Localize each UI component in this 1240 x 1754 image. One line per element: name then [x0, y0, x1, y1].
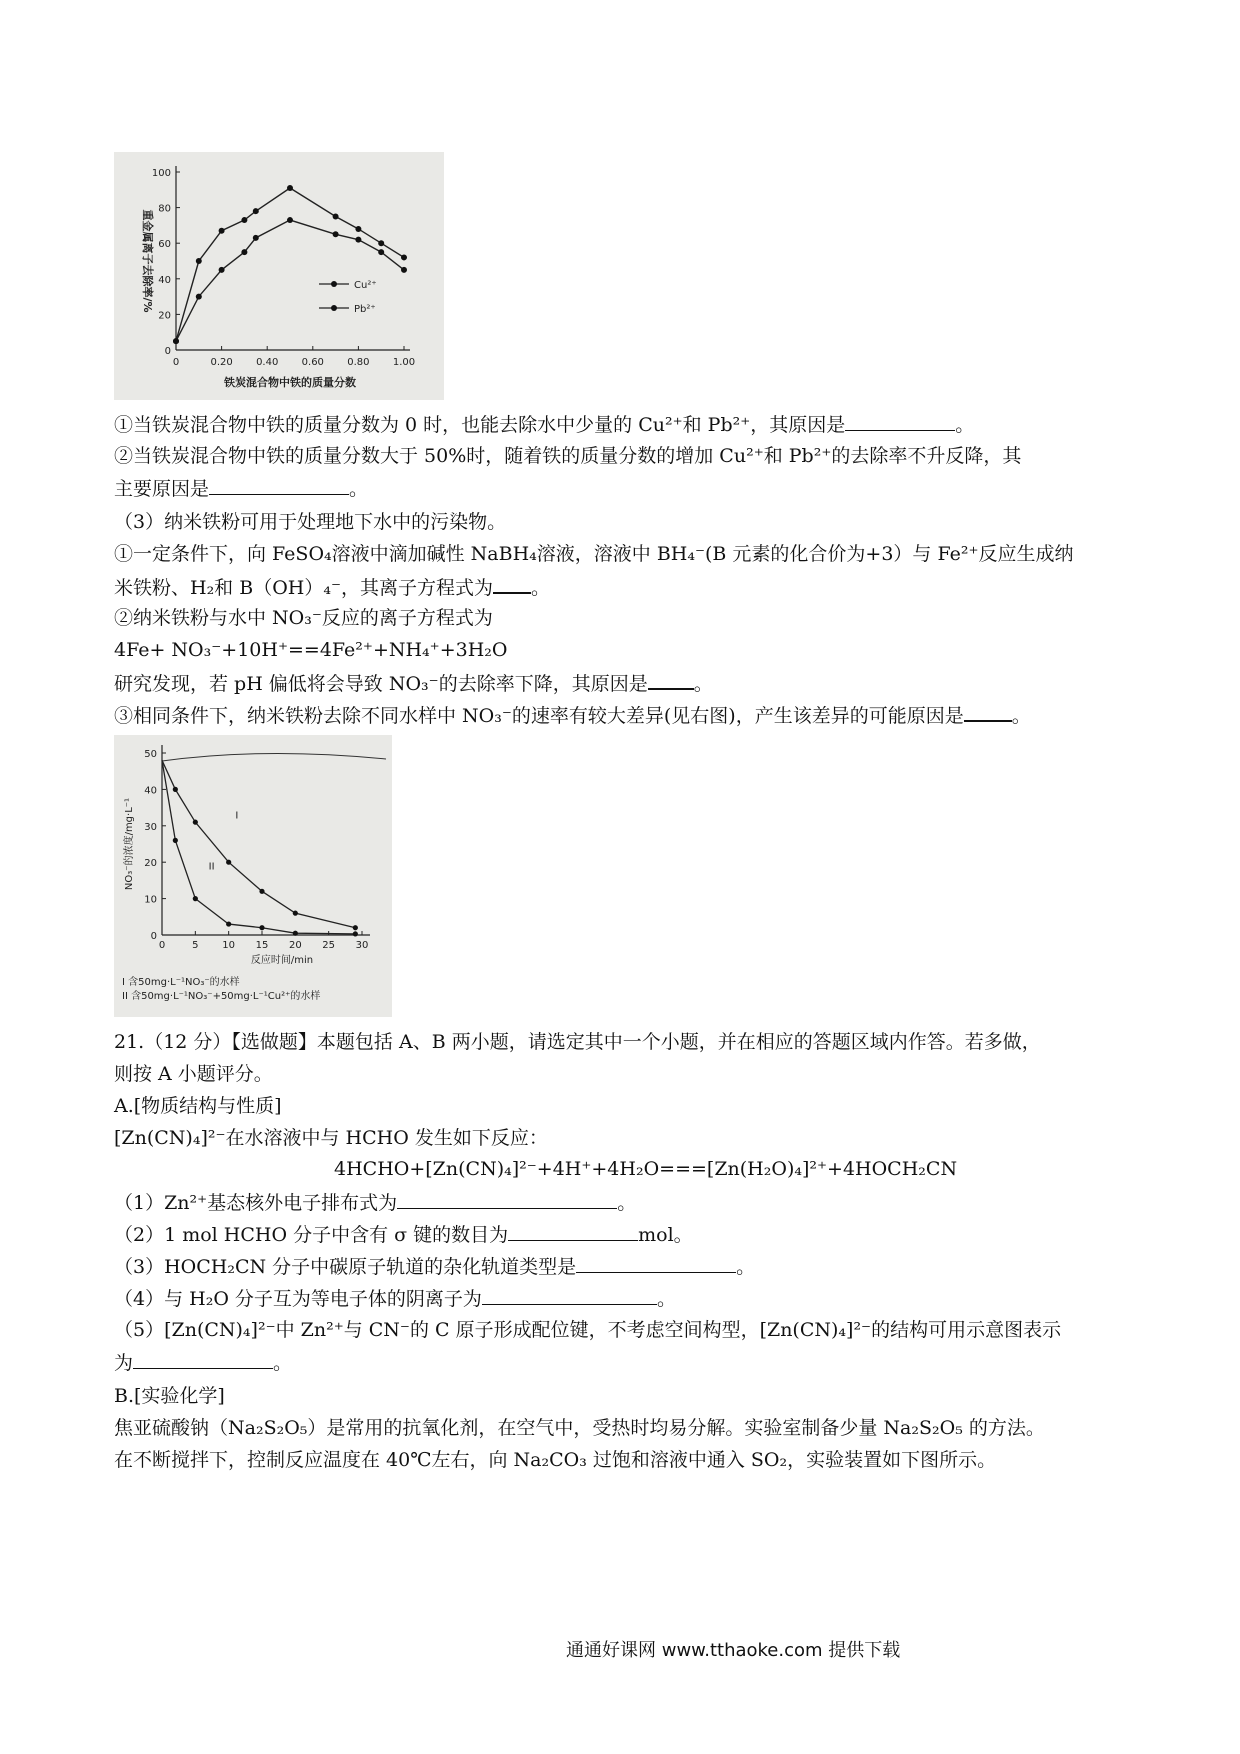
q3-part-b-line1: ②纳米铁粉与水中 NO₃⁻反应的离子方程式为 — [114, 607, 493, 629]
data-point — [333, 231, 339, 237]
section-a-q1-blank[interactable] — [397, 1190, 617, 1209]
x-tick-label: 0.80 — [347, 357, 370, 368]
q3-part-b-end: 。 — [693, 673, 713, 695]
legend-label: Cu²⁺ — [354, 280, 377, 291]
footer-credit: 通通好课网 www.tthaoke.com 提供下载 — [566, 1640, 901, 1661]
section-a-q5-blank[interactable] — [133, 1350, 273, 1369]
data-point — [293, 931, 298, 936]
x-tick-label: 30 — [355, 940, 369, 951]
figure-top-curve — [162, 753, 386, 761]
section-b-title: B.[实验化学] — [114, 1385, 225, 1407]
data-point — [226, 860, 231, 865]
y-tick-label: 40 — [144, 785, 157, 797]
y-tick-label: 0 — [164, 346, 171, 357]
data-point — [353, 931, 358, 936]
q3-part-b-line3 — [114, 670, 713, 696]
section-a-q2-text: （2）1 mol HCHO 分子中含有 σ 键的数目为 — [114, 1224, 509, 1246]
x-tick-label: 10 — [222, 940, 236, 951]
q1-part-a — [114, 412, 974, 437]
section-a-equation: 4HCHO+[Zn(CN)₄]²⁻+4H⁺+4H₂O===[Zn(H₂O)₄]²⁺+4HOCH₂CN — [334, 1158, 958, 1180]
section-a-q2 — [114, 1222, 693, 1247]
x-tick-label: 0.40 — [256, 357, 279, 368]
section-a-q1-text: （1）Zn²⁺基态核外电子排布式为 — [114, 1192, 398, 1214]
section-a-q4 — [114, 1286, 676, 1311]
x-tick-label: 15 — [255, 940, 269, 951]
legend-marker — [331, 305, 337, 311]
section-a-q5-line2 — [114, 1350, 292, 1375]
x-tick-label: 0 — [158, 940, 166, 951]
y-tick-label: 20 — [144, 858, 157, 870]
series-line-1 — [176, 188, 404, 341]
data-point — [219, 228, 225, 234]
q3-part-b-blank[interactable] — [648, 670, 694, 690]
data-point — [378, 240, 384, 246]
x-tick-label: 0.60 — [301, 357, 324, 368]
series-line-1 — [162, 760, 355, 927]
series-line-2 — [162, 760, 355, 934]
y-axis-label: 重金属离子去除率/% — [141, 209, 154, 313]
q1-part-a-blank[interactable] — [845, 412, 955, 431]
section-a-q5-end: 。 — [273, 1352, 293, 1374]
x-tick-label: 25 — [322, 940, 336, 951]
chart-removal-rate — [114, 152, 444, 400]
data-point — [401, 254, 407, 260]
q21-line1: 21.（12 分）【选做题】本题包括 A、B 两小题，请选定其中一个小题，并在相应的答题区域内作答。若多做， — [114, 1031, 1041, 1053]
series-label-2: II — [208, 861, 215, 873]
figure-removal-rate — [114, 152, 444, 400]
data-point — [173, 838, 178, 843]
data-point — [355, 226, 361, 232]
x-axis-label: 反应时间/min — [250, 955, 314, 966]
section-b-line2: 在不断搅拌下，控制反应温度在 40℃左右，向 Na₂CO₃ 过饱和溶液中通入 SO₂，实验装置如下图所示。 — [114, 1449, 997, 1471]
q21-line2: 则按 A 小题评分。 — [114, 1063, 273, 1085]
q1-part-b-end: 。 — [349, 478, 369, 500]
q1-part-b-blank[interactable] — [209, 476, 349, 495]
section-a-title: A.[物质结构与性质] — [114, 1095, 282, 1117]
section-a-q5-text: 为 — [114, 1352, 134, 1374]
section-a-q3-text: （3）HOCH₂CN 分子中碳原子轨道的杂化轨道类型是 — [114, 1256, 577, 1278]
section-a-q4-blank[interactable] — [482, 1286, 657, 1305]
q1-part-b-text: 主要原因是 — [114, 478, 210, 500]
data-point — [173, 338, 179, 344]
series-label-1: I — [235, 810, 239, 822]
q3-part-a-blank[interactable] — [493, 574, 531, 594]
data-point — [196, 258, 202, 264]
section-a-q5-line1: （5）[Zn(CN)₄]²⁻中 Zn²⁺与 CN⁻的 C 原子形成配位键，不考虑空间构型，[Zn(CN)₄]²⁻的结构可用示意图表示 — [114, 1319, 1062, 1341]
section-a-q3-end: 。 — [736, 1256, 756, 1278]
data-point — [293, 911, 298, 916]
data-point — [196, 294, 202, 300]
section-a-q2-end: mol。 — [638, 1224, 693, 1246]
data-point — [193, 820, 198, 825]
data-point — [259, 889, 264, 894]
data-point — [241, 217, 247, 223]
x-tick-label: 0 — [172, 357, 180, 368]
figure-nitrate-concentration — [114, 735, 392, 1017]
q1-part-b-line2 — [114, 476, 368, 501]
data-point — [193, 896, 198, 901]
q3-title: （3）纳米铁粉可用于处理地下水中的污染物。 — [114, 511, 507, 533]
data-point — [241, 249, 247, 255]
data-point — [253, 235, 259, 241]
x-tick-label: 20 — [288, 940, 302, 951]
data-point — [226, 921, 231, 926]
section-a-q2-blank[interactable] — [508, 1222, 638, 1241]
q3-part-a-line1: ①一定条件下，向 FeSO₄溶液中滴加碱性 NaBH₄溶液，溶液中 BH₄⁻(B 元素的化合价为+3）与 Fe²⁺反应生成纳 — [114, 543, 1074, 565]
section-b-line1: 焦亚硫酸钠（Na₂S₂O₅）是常用的抗氧化剂，在空气中，受热时均易分解。实验室制备少量 Na₂S₂O₅ 的方法。 — [114, 1417, 1045, 1439]
q3-part-c-blank[interactable] — [964, 702, 1012, 722]
q3-part-a-end: 。 — [530, 577, 550, 599]
section-a-intro: [Zn(CN)₄]²⁻在水溶液中与 HCHO 发生如下反应： — [114, 1127, 548, 1149]
y-tick-label: 80 — [158, 203, 171, 215]
data-point — [355, 237, 361, 243]
q1-part-b-line1: ②当铁炭混合物中铁的质量分数大于 50%时，随着铁的质量分数的增加 Cu²⁺和 Pb²⁺的去除率不升反降，其 — [114, 445, 1022, 467]
data-point — [253, 208, 259, 214]
data-point — [287, 185, 293, 191]
y-tick-label: 20 — [158, 310, 171, 322]
data-point — [173, 787, 178, 792]
footnote-2: II 含50mg·L⁻¹NO₃⁻+50mg·L⁻¹Cu²⁺的水样 — [122, 991, 321, 1002]
footnote-1: I 含50mg·L⁻¹NO₃⁻的水样 — [122, 977, 240, 988]
y-tick-label: 60 — [158, 239, 171, 251]
y-tick-label: 50 — [144, 749, 157, 760]
x-tick-label: 1.00 — [392, 357, 416, 368]
x-axis-label: 铁炭混合物中铁的质量分数 — [224, 376, 356, 389]
data-point — [259, 925, 264, 930]
q1-part-a-end: 。 — [955, 414, 975, 436]
section-a-q3 — [114, 1254, 755, 1279]
data-point — [219, 267, 225, 273]
data-point — [287, 217, 293, 223]
q1-part-a-text: ①当铁炭混合物中铁的质量分数为 0 时，也能去除水中少量的 Cu²⁺和 Pb²⁺，其原因是 — [114, 414, 846, 436]
chart-nitrate-concentration — [114, 735, 392, 1017]
legend-label: Pb²⁺ — [354, 304, 376, 315]
q3-part-c-end: 。 — [1011, 705, 1031, 727]
section-a-q3-blank[interactable] — [576, 1254, 736, 1273]
x-tick-label: 0.20 — [210, 357, 233, 368]
q3-part-b-equation: 4Fe+ NO₃⁻+10H⁺==4Fe²⁺+NH₄⁺+3H₂O — [114, 639, 508, 661]
section-a-q1 — [114, 1190, 636, 1215]
section-a-q1-end: 。 — [617, 1192, 637, 1214]
data-point — [378, 249, 384, 255]
y-axis-label: NO₃⁻的浓度/mg·L⁻¹ — [124, 797, 135, 891]
y-tick-label: 30 — [144, 821, 157, 833]
x-tick-label: 5 — [192, 940, 199, 951]
y-tick-label: 100 — [151, 168, 171, 179]
section-a-q4-text: （4）与 H₂O 分子互为等电子体的阴离子为 — [114, 1288, 482, 1310]
q3-part-a-text: 米铁粉、H₂和 B（OH）₄⁻，其离子方程式为 — [114, 577, 493, 599]
data-point — [353, 925, 358, 930]
y-tick-label: 10 — [144, 894, 157, 906]
y-tick-label: 0 — [150, 931, 157, 942]
q3-part-b-text: 研究发现，若 pH 偏低将会导致 NO₃⁻的去除率下降，其原因是 — [114, 673, 648, 695]
q3-part-a-line2 — [114, 574, 550, 600]
y-tick-label: 40 — [158, 274, 171, 286]
q3-part-c — [114, 702, 1031, 728]
legend-marker — [331, 281, 337, 287]
q3-part-c-text: ③相同条件下，纳米铁粉去除不同水样中 NO₃⁻的速率有较大差异(见右图)，产生该差异的可能原因是 — [114, 705, 964, 727]
data-point — [333, 214, 339, 220]
section-a-q4-end: 。 — [656, 1288, 676, 1310]
data-point — [401, 267, 407, 273]
